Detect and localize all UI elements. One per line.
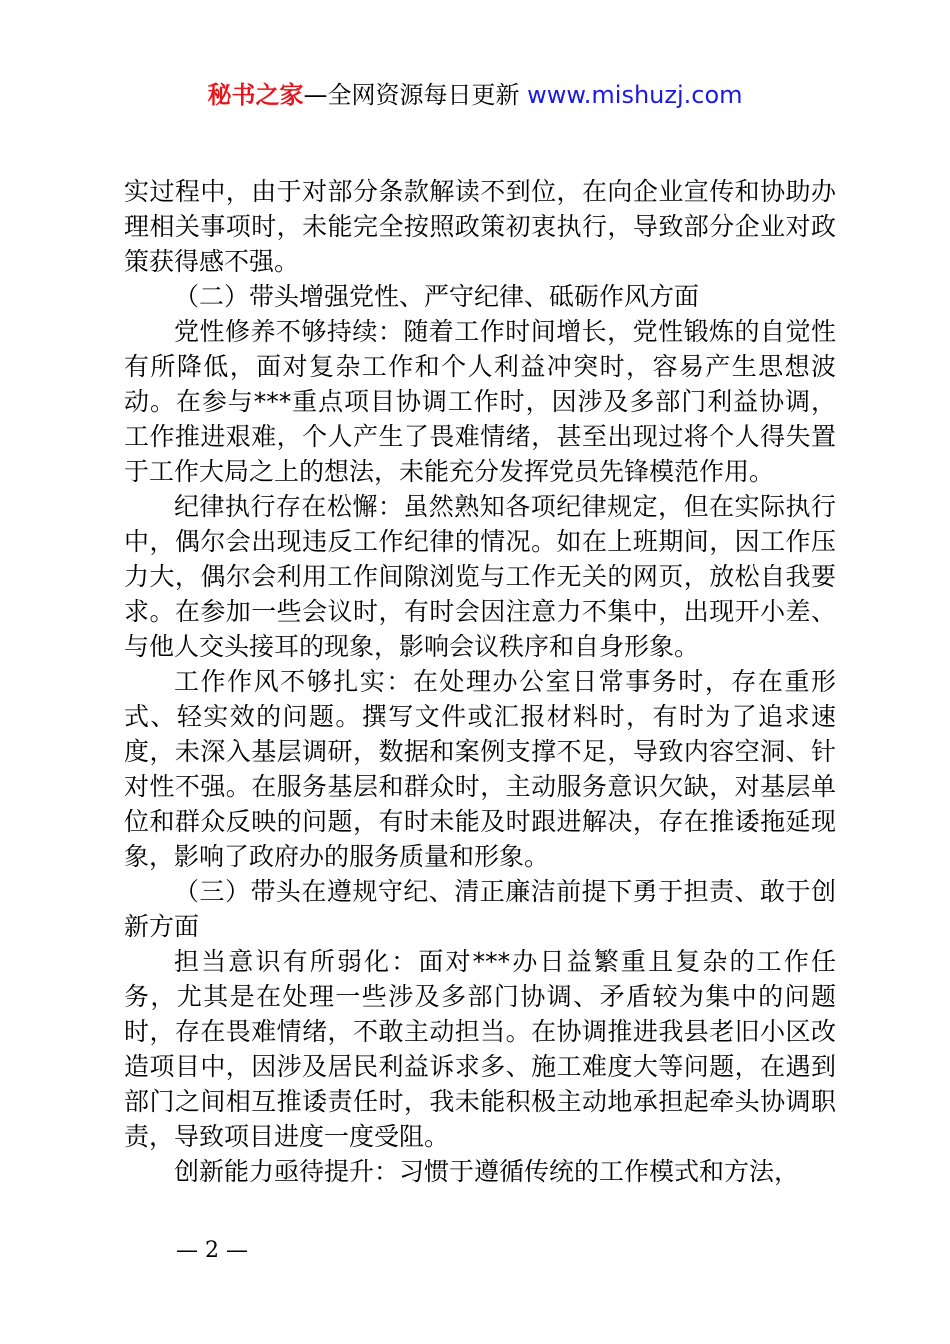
site-url[interactable]: www.mishuzj.com <box>519 81 743 109</box>
page-number: — 2 — <box>176 1238 248 1263</box>
paragraph: 工作作风不够扎实：在处理办公室日常事务时，存在重形式、轻实效的问题。撰写文件或汇报材料时，有时为了追求速度，未深入基层调研，数据和案例支撑不足，导致内容空洞、针对性不强。在服务基层和群众时，主动服务意识欠缺，对基层单位和群众反映的问题，有时未能及时跟进解决，存在推诿拖延现象，影响了政府办的服务质量和形象。 <box>124 667 836 871</box>
brand-name: 秘书之家 <box>207 81 304 109</box>
section-heading: （二）带头增强党性、严守纪律、砥砺作风方面 <box>174 282 700 311</box>
site-header <box>0 78 950 112</box>
paragraph: 党性修养不够持续：随着工作时间增长，党性锻炼的自觉性有所降低，面对复杂工作和个人利益冲突时，容易产生思想波动。在参与***重点项目协调工作时，因涉及多部门利益协调，工作推进艰难，个人产生了畏难情绪，甚至出现过将个人得失置于工作大局之上的想法，未能充分发挥党员先锋模范作用。 <box>124 317 836 486</box>
paragraph: 担当意识有所弱化：面对***办日益繁重且复杂的工作任务，尤其是在处理一些涉及多部门协调、矛盾较为集中的问题时，存在畏难情绪，不敢主动担当。在协调推进我县老旧小区改造项目中，因涉及居民利益诉求多、施工难度大等问题，在遇到部门之间相互推诿责任时，我未能积极主动地承担起牵头协调职责，导致项目进度一度受阻。 <box>124 947 836 1151</box>
section-heading: （三）带头在遵规守纪、清正廉洁前提下勇于担责、敢于创新方面 <box>124 877 836 941</box>
paragraph: 创新能力亟待提升：习惯于遵循传统的工作模式和方法， <box>174 1157 800 1186</box>
paragraph: 纪律执行存在松懈：虽然熟知各项纪律规定，但在实际执行中，偶尔会出现违反工作纪律的情况。如在上班期间，因工作压力大，偶尔会利用工作间隙浏览与工作无关的网页，放松自我要求。在参加一些会议时，有时会因注意力不集中，出现开小差、与他人交头接耳的现象，影响会议秩序和自身形象。 <box>124 492 836 661</box>
document-body <box>124 174 836 1189</box>
header-slogan: —全网资源每日更新 <box>303 81 520 109</box>
paragraph: 实过程中，由于对部分条款解读不到位，在向企业宣传和协助办理相关事项时，未能完全按照政策初衷执行，导致部分企业对政策获得感不强。 <box>124 177 836 276</box>
